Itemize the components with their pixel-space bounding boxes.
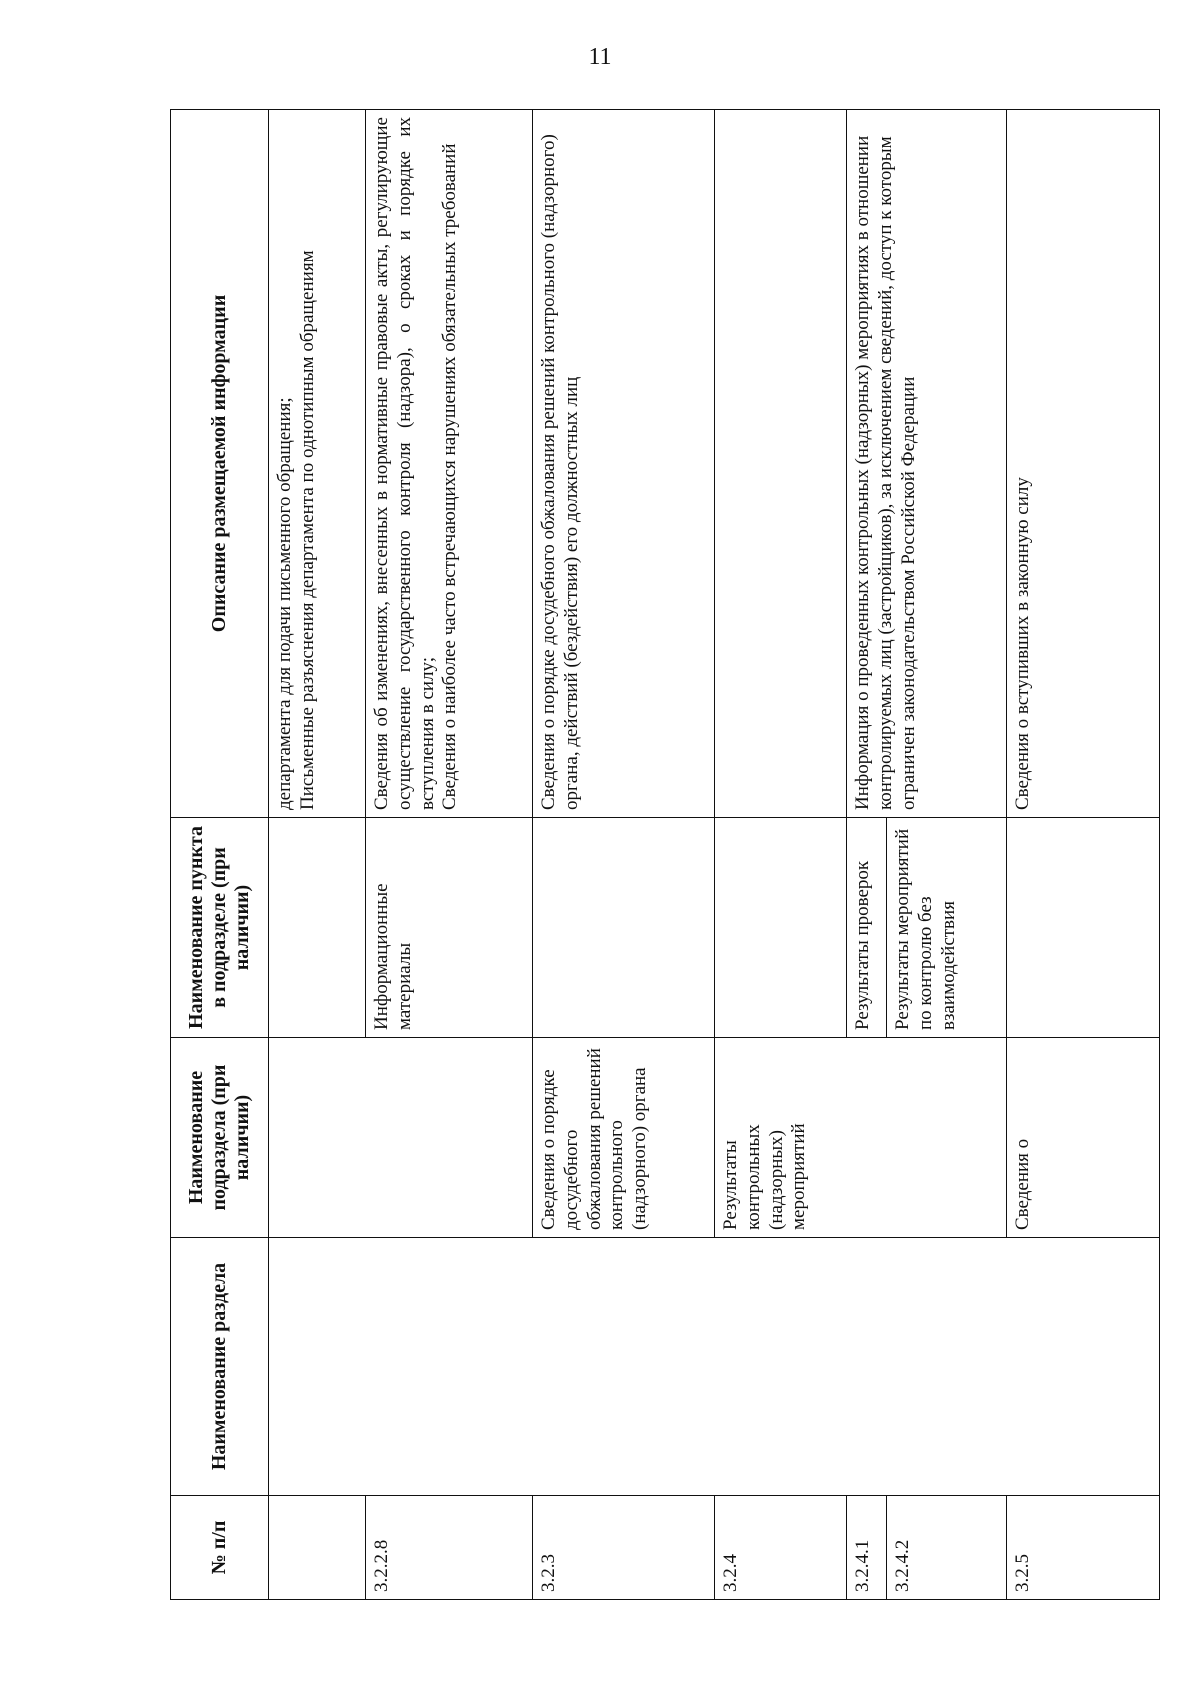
header-row [171,110,269,1600]
subsection-cell: Сведения о порядке досудебного обжалования решений контрольного (надзорного) органа [533,1038,715,1238]
subsection-cell: Результаты контрольных (надзорных) мероприятий [715,1038,1007,1238]
rotated-table-container [170,110,1160,1600]
row-num-cell: 3.2.5 [1007,1496,1160,1600]
item-cell [269,818,366,1038]
subsection-cell [269,1038,533,1238]
item-cell: Результаты мероприятий по контролю без взаимодействия [887,818,1007,1038]
item-cell [1007,818,1160,1038]
description-cell [715,110,847,818]
row-num-cell: 3.2.4.2 [887,1496,1007,1600]
description-cell: Информация о проведенных контрольных (надзорных) мероприятиях в отношении контролируемых лиц (застройщиков), за исключением сведений, доступ к которым ограничен законодательством Российской Федерации [847,110,1007,818]
description-cell [269,110,366,818]
row-num-cell [269,1496,366,1600]
description-line: департамента для подачи письменного обращения; [274,397,295,810]
description-line: Сведения об изменениях, внесенных в нормативные правовые акты, регулирующие осуществление государственного контроля (надзора), о сроках и порядке их вступления в силу; [371,117,438,810]
description-cell [366,110,533,818]
table-row [269,110,366,1600]
subsection-cell: Сведения о [1007,1038,1160,1238]
row-num-cell: 3.2.4 [715,1496,847,1600]
description-cell: Сведения о порядке досудебного обжалования решений контрольного (надзорного) органа, действий (бездействия) его должностных лиц [533,110,715,818]
row-num-cell: 3.2.2.8 [366,1496,533,1600]
item-cell [533,818,715,1038]
information-table [170,109,1160,1600]
row-num-cell: 3.2.4.1 [847,1496,887,1600]
row-num-cell: 3.2.3 [533,1496,715,1600]
item-cell [715,818,847,1038]
header-description: Описание размещаемой информации [171,110,269,818]
description-line: Сведения о наиболее часто встречающихся нарушениях обязательных требований [439,143,461,810]
header-item: Наименование пункта в подразделе (при наличии) [171,818,269,1038]
item-cell: Результаты проверок [847,818,887,1038]
header-num: № п/п [171,1496,269,1600]
description-cell: Сведения о вступивших в законную силу [1007,110,1160,818]
section-cell [269,1238,1160,1496]
page-number: 11 [588,44,612,70]
description-line: Письменные разъяснения департамента по однотипным обращениям [296,250,318,810]
header-section: Наименование раздела [171,1238,269,1496]
item-cell: Информационные материалы [366,818,533,1038]
header-subsection: Наименование подраздела (при наличии) [171,1038,269,1238]
